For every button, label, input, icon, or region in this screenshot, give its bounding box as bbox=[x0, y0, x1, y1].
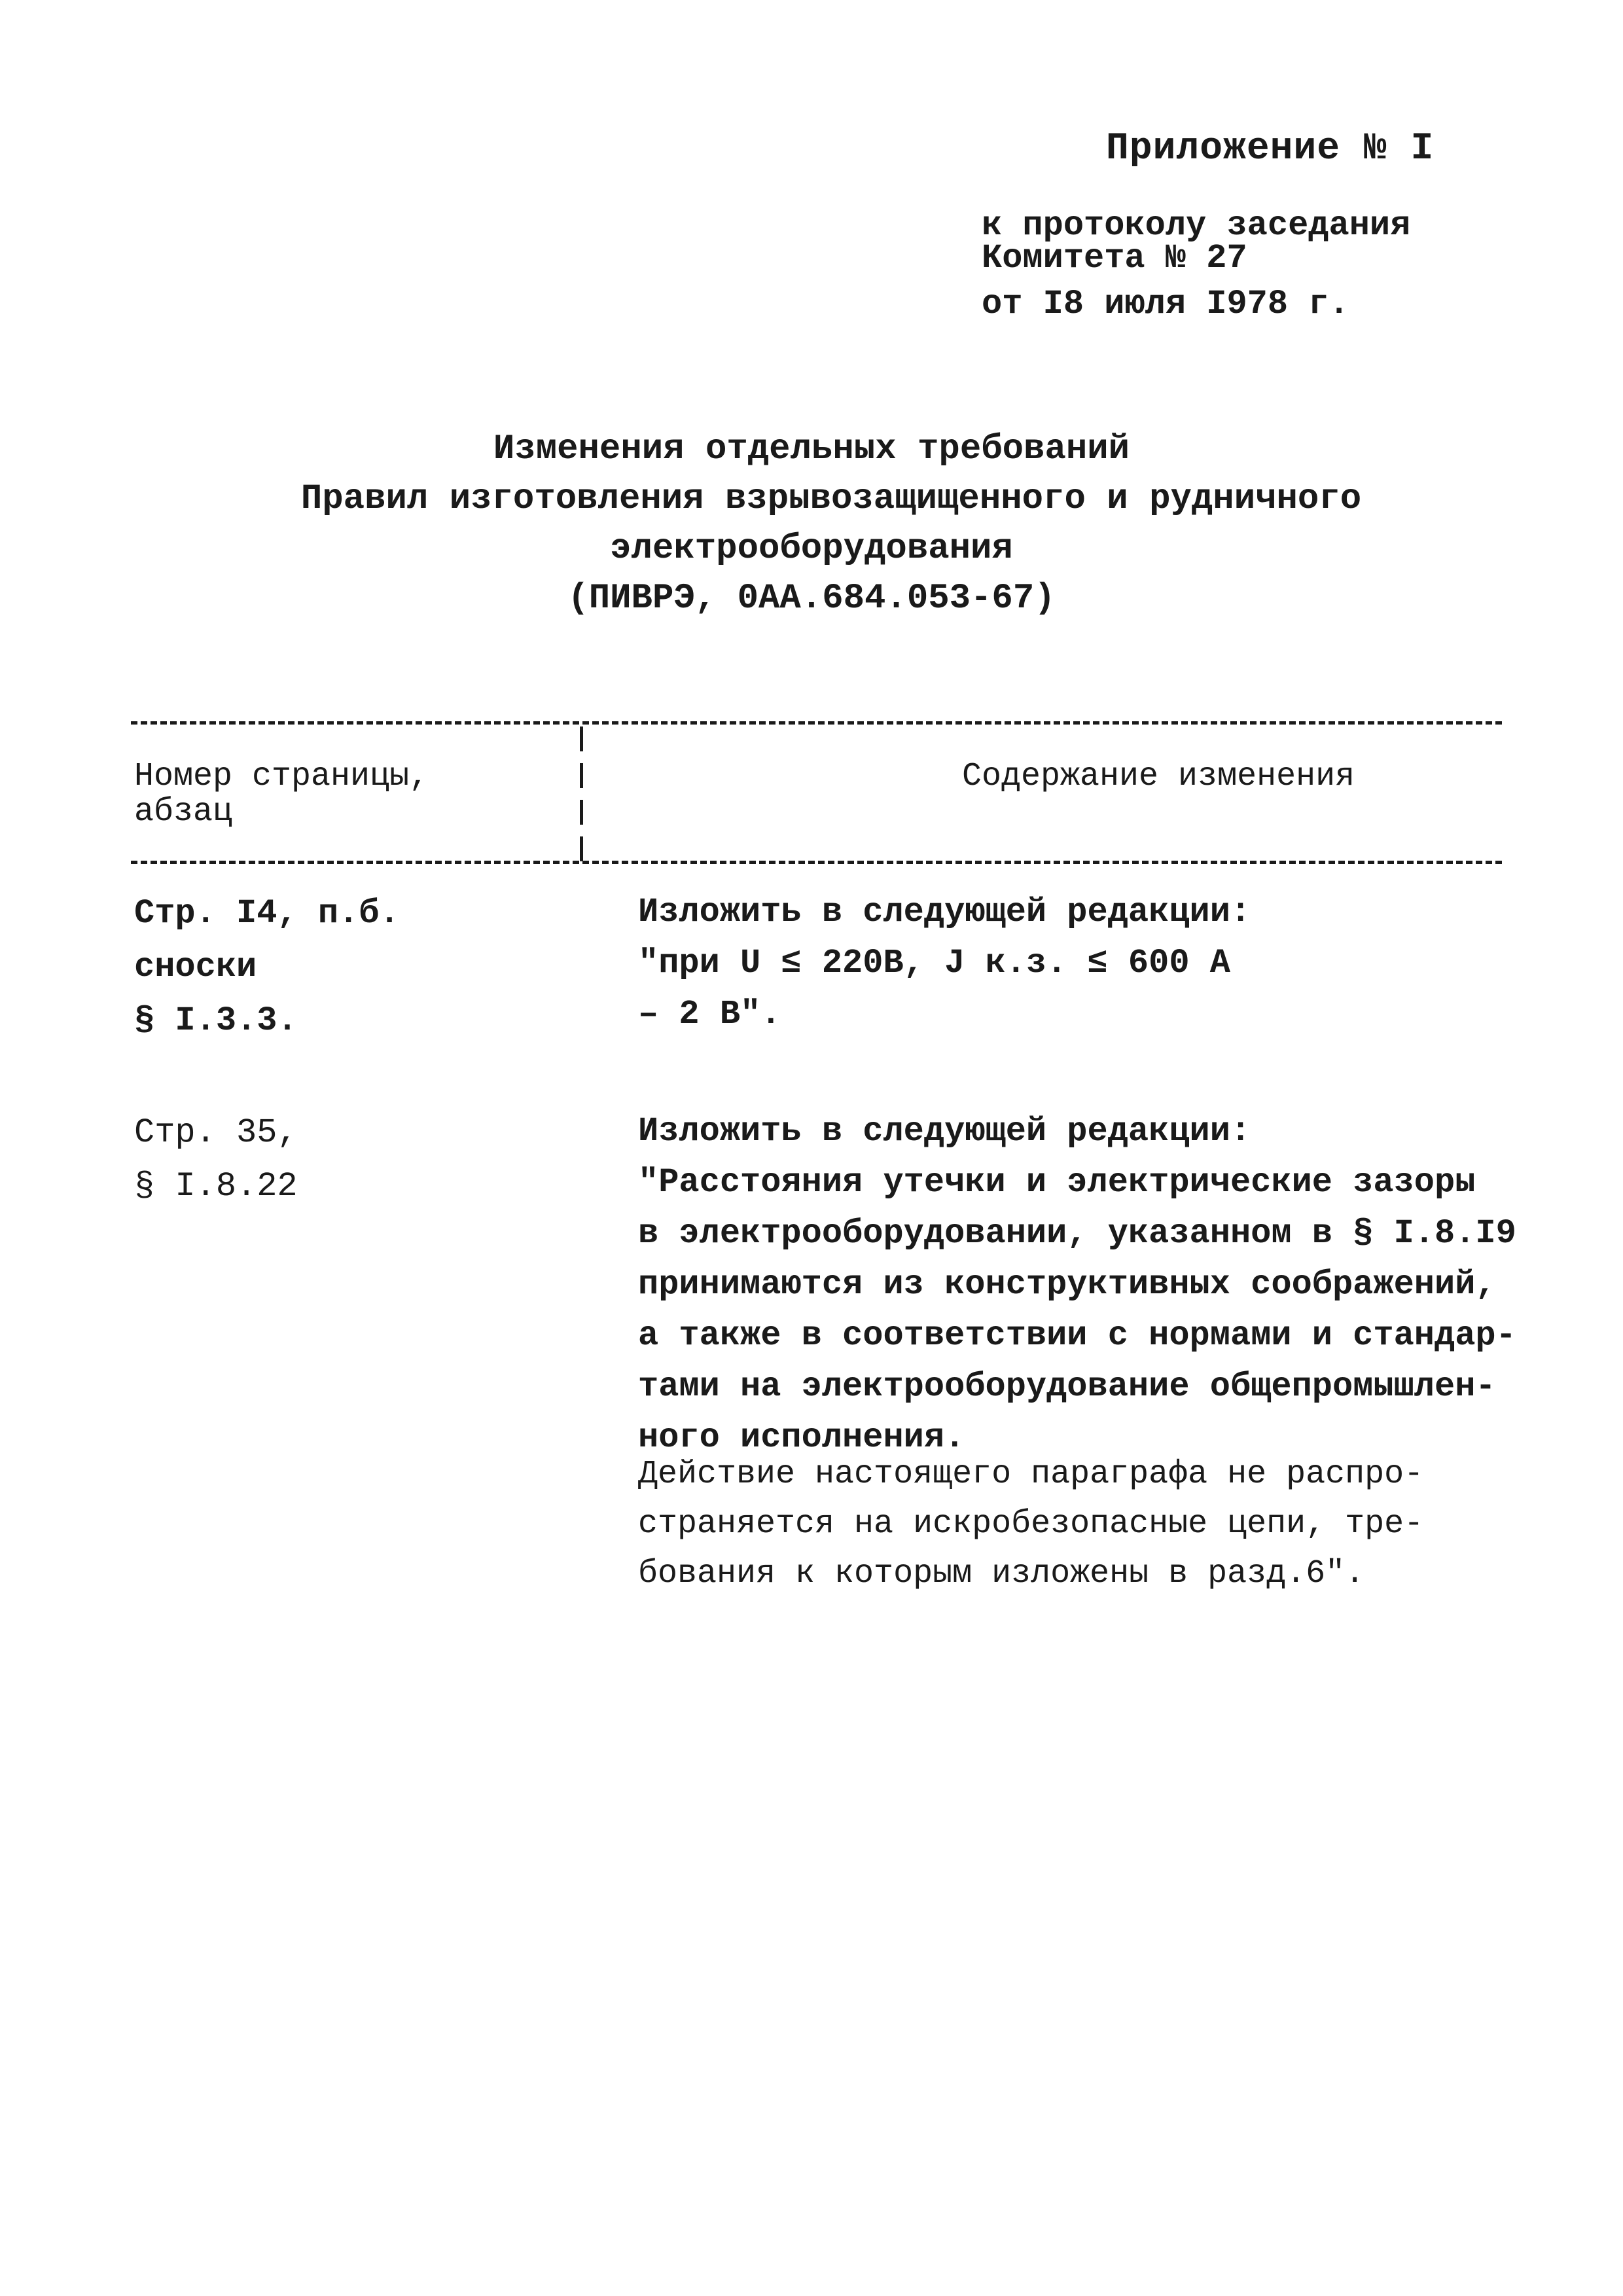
table-row-2-reference bbox=[134, 1106, 298, 1213]
row-2-note-line: страняется на искробезопасные цепи, тре- bbox=[638, 1505, 1424, 1543]
column-header-left-line-2: абзац bbox=[134, 793, 233, 831]
annex-ref-date: от I8 июля I978 г. bbox=[982, 285, 1349, 323]
row-2-content-line: принимаются из конструктивных соображений, bbox=[638, 1265, 1496, 1304]
row-2-note-line: Действие настоящего параграфа не распро- bbox=[638, 1456, 1424, 1493]
row-1-content-line: "при U ≤ 220В, J к.з. ≤ 600 А bbox=[638, 944, 1230, 982]
row-2-content-line: ного исполнения. bbox=[638, 1418, 965, 1457]
table-header-rule bbox=[131, 861, 1502, 864]
row-2-content-line: в электрооборудовании, указанном в § I.8.I9 bbox=[638, 1214, 1516, 1253]
annex-ref-committee: Комитета № 27 bbox=[982, 239, 1247, 278]
row-1-ref-line: сноски bbox=[134, 948, 257, 986]
row-2-content-line: Изложить в следующей редакции: bbox=[638, 1112, 1251, 1151]
table-top-rule bbox=[131, 721, 1502, 725]
column-header-change-content: Содержание изменения bbox=[962, 758, 1355, 795]
annex-title: Приложение № I bbox=[1106, 128, 1435, 170]
document-heading-line-1: Изменения отдельных требований bbox=[493, 429, 1130, 469]
row-2-content-line: тами на электрооборудование общепромышлен- bbox=[638, 1367, 1496, 1406]
table-row-2-note bbox=[638, 1450, 1423, 1599]
row-2-ref-line: Стр. 35, bbox=[134, 1113, 298, 1152]
table-column-separator bbox=[580, 726, 583, 864]
row-1-content-line: – 2 В". bbox=[638, 995, 781, 1033]
document-heading-line-2: Правил изготовления взрывозащищенного и рудничного bbox=[300, 479, 1362, 519]
row-2-content-line: "Расстояния утечки и электрические зазоры bbox=[638, 1163, 1476, 1202]
document-heading-line-3: электрооборудования bbox=[610, 529, 1013, 569]
column-header-page-paragraph bbox=[134, 759, 429, 830]
row-2-content-line: а также в соответствии с нормами и стандар- bbox=[638, 1316, 1516, 1355]
row-2-note-line: бования к которым изложены в разд.6". bbox=[638, 1555, 1365, 1592]
table-row-1-content bbox=[638, 887, 1251, 1040]
document-heading-line-4: (ПИВРЭ, 0АА.684.053-67) bbox=[567, 579, 1056, 619]
row-1-ref-line: § I.3.3. bbox=[134, 1001, 298, 1040]
table-row-1-reference bbox=[134, 887, 400, 1048]
row-1-content-line: Изложить в следующей редакции: bbox=[638, 893, 1251, 931]
table-row-2-content bbox=[638, 1106, 1516, 1463]
annex-ref-protocol: к протоколу заседания bbox=[982, 206, 1411, 245]
row-1-ref-line: Стр. I4, п.б. bbox=[134, 894, 400, 933]
row-2-ref-line: § I.8.22 bbox=[134, 1167, 298, 1206]
column-header-left-line-1: Номер страницы, bbox=[134, 758, 429, 795]
